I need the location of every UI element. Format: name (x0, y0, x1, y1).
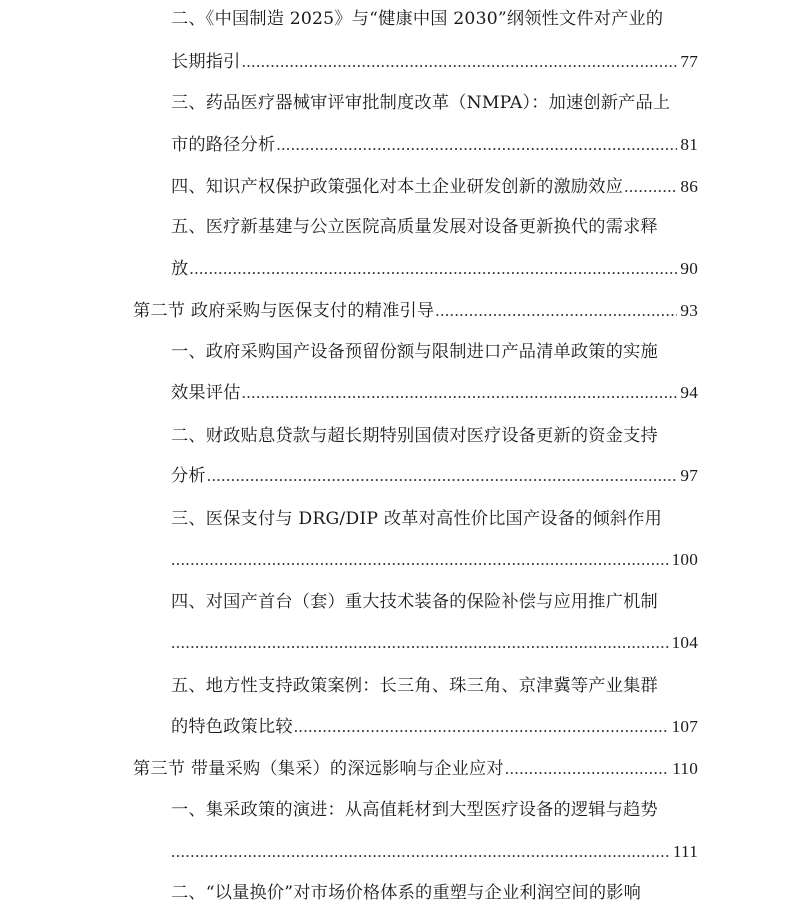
dot-leader (294, 715, 669, 739)
toc-entry-text: 第二节 政府采购与医保支付的精准引导 (133, 301, 435, 321)
toc-entry-text: 三、药品医疗器械审评审批制度改革（NMPA）：加速创新产品上 (171, 93, 671, 113)
toc-entry-text: 一、政府采购国产设备预留份额与限制进口产品清单政策的实施 (171, 342, 658, 362)
toc-section-entry[interactable] (133, 299, 698, 323)
toc-heading-line (171, 590, 698, 614)
toc-heading-line (171, 340, 698, 364)
toc-entry-text: 二、《中国制造 2025》与“健康中国 2030”纲领性文件对产业的 (171, 9, 664, 29)
toc-entry-text: 二、财政贴息贷款与超长期特别国债对医疗设备更新的资金支持 (171, 426, 658, 446)
dot-leader (171, 840, 670, 864)
page-number: 111 (672, 842, 698, 861)
dot-leader (171, 631, 669, 655)
page-number: 104 (671, 633, 698, 652)
page-number: 93 (680, 301, 698, 320)
toc-entry-text: 效果评估 (171, 383, 241, 403)
toc-entry[interactable] (171, 715, 698, 739)
dot-leader (276, 133, 677, 157)
dot-leader (171, 548, 669, 572)
toc-entry-text: 四、知识产权保护政策强化对本土企业研发创新的激励效应 (171, 177, 624, 197)
page-number: 81 (680, 135, 698, 154)
toc-entry-text: 五、地方性支持政策案例：长三角、珠三角、京津冀等产业集群 (171, 676, 658, 696)
toc-heading-line (171, 215, 698, 239)
toc-entry-text: 一、集采政策的演进：从高值耗材到大型医疗设备的逻辑与趋势 (171, 800, 658, 820)
toc-entry-text: 长期指引 (171, 52, 241, 72)
toc-entry[interactable] (171, 381, 698, 405)
toc-heading-line (171, 507, 698, 531)
toc-entry[interactable] (171, 257, 698, 281)
toc-entry[interactable] (171, 50, 698, 74)
dot-leader (435, 299, 677, 323)
toc-entry-text: 市的路径分析 (171, 135, 276, 155)
page-number: 110 (672, 759, 698, 778)
toc-heading-line (171, 881, 698, 905)
toc-heading-line (171, 674, 698, 698)
toc-entry-text: 放 (171, 259, 189, 279)
page-number: 97 (680, 466, 698, 485)
toc-entry-text: 五、医疗新基建与公立医院高质量发展对设备更新换代的需求释 (171, 217, 658, 237)
page-number: 90 (680, 259, 698, 278)
dot-leader (189, 257, 677, 281)
toc-entry-text: 四、对国产首台（套）重大技术装备的保险补偿与应用推广机制 (171, 592, 658, 612)
page-number: 107 (671, 717, 698, 736)
toc-entry[interactable] (171, 133, 698, 157)
toc-entry-text: 分析 (171, 466, 206, 486)
page-number: 77 (680, 52, 698, 71)
page-number: 100 (671, 550, 698, 569)
toc-entry-text: 的特色政策比较 (171, 717, 293, 737)
toc-entry-text: 第三节 带量采购（集采）的深远影响与企业应对 (133, 759, 504, 779)
page-number: 86 (680, 177, 698, 196)
toc-entry[interactable] (171, 548, 698, 572)
toc-entry[interactable] (171, 464, 698, 488)
toc-heading-line (171, 7, 698, 31)
toc-entry-text: 三、医保支付与 DRG/DIP 改革对高性价比国产设备的倾斜作用 (171, 509, 663, 529)
page-number: 94 (680, 383, 698, 402)
dot-leader (242, 50, 678, 74)
toc-entry-text: 二、“以量换价”对市场价格体系的重塑与企业利润空间的影响 (171, 883, 642, 903)
toc-entry[interactable] (171, 631, 698, 655)
toc-entry[interactable] (171, 840, 698, 864)
toc-entry[interactable] (171, 175, 698, 199)
dot-leader (624, 175, 677, 199)
dot-leader (207, 464, 678, 488)
toc-heading-line (171, 798, 698, 822)
toc-section-entry[interactable] (133, 757, 698, 781)
toc-heading-line (171, 91, 698, 115)
dot-leader (242, 381, 678, 405)
toc-heading-line (171, 424, 698, 448)
dot-leader (505, 757, 669, 781)
